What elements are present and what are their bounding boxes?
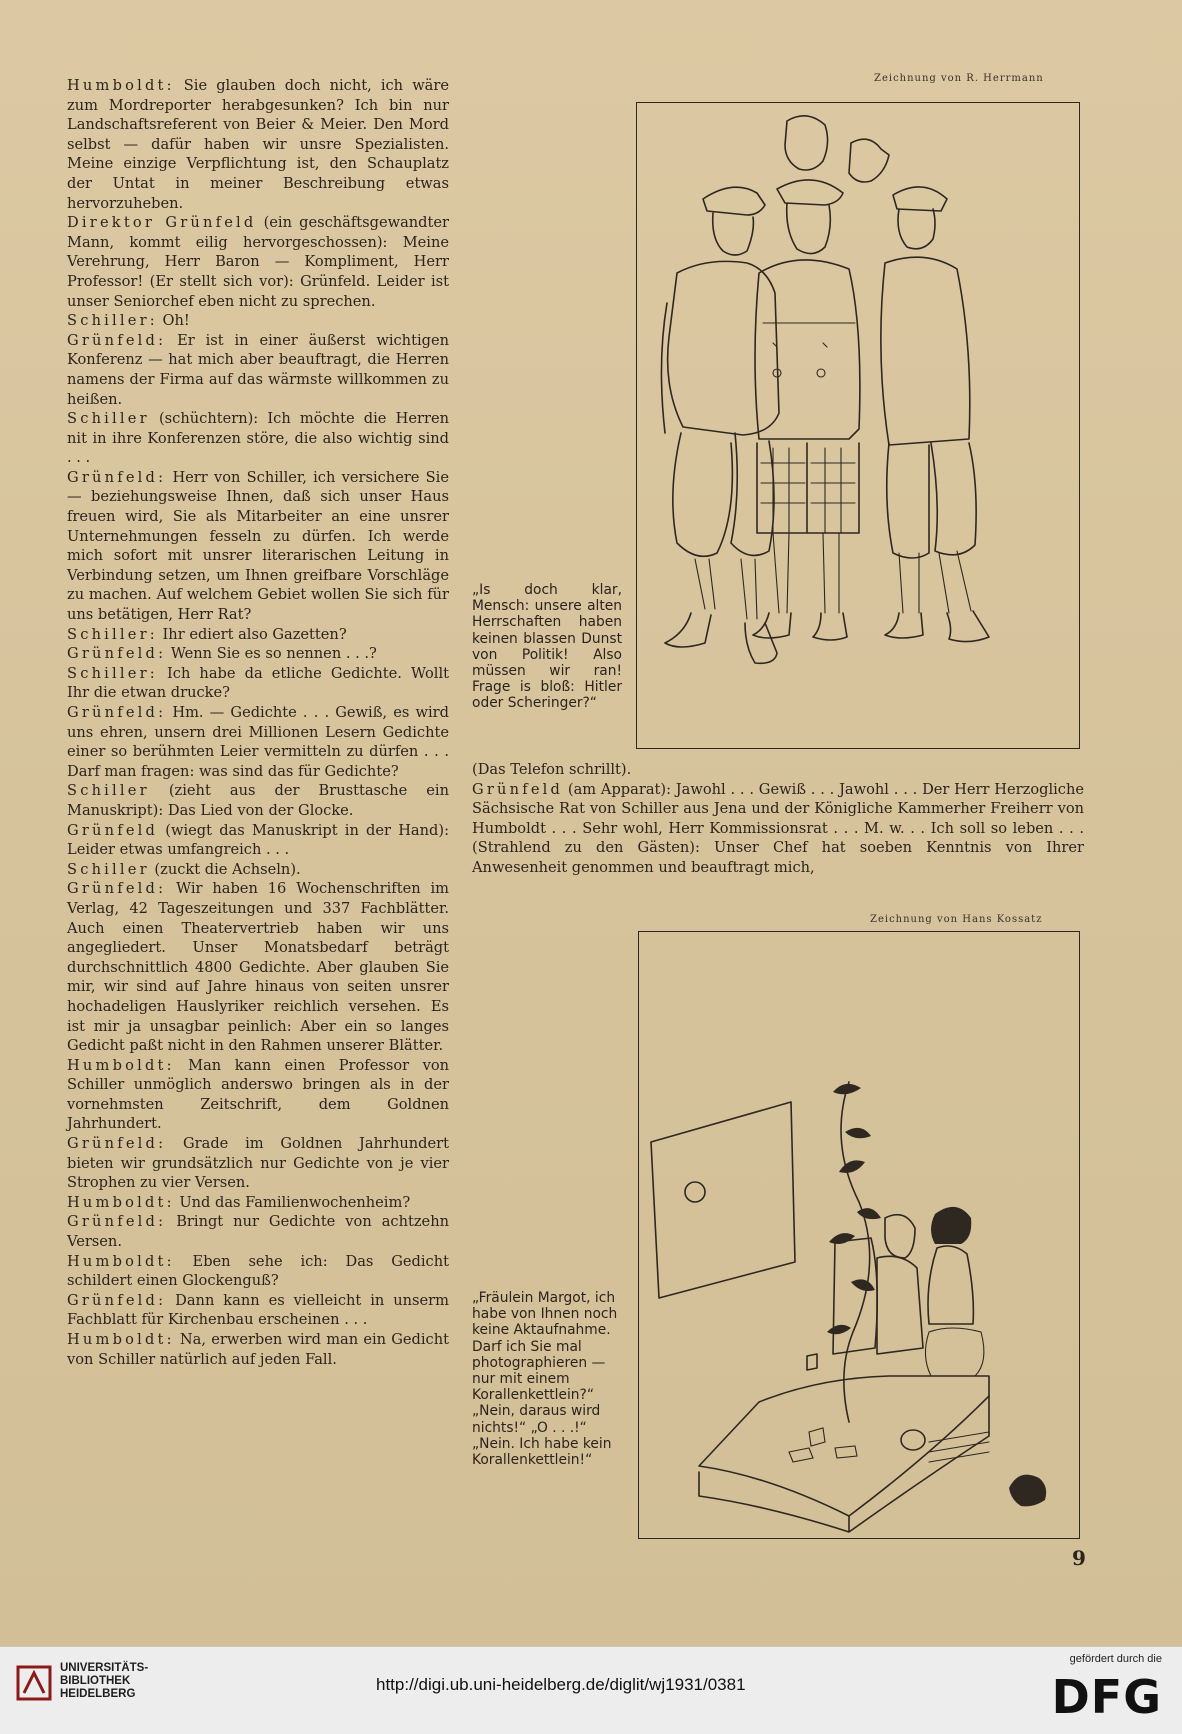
left-column-paragraph (67, 1291, 449, 1330)
speaker-name: Humboldt: (67, 1331, 175, 1348)
dialogue-text: Eben sehe ich: Das Gedicht schildert einen Glockenguß? (67, 1252, 449, 1290)
left-column-paragraph (67, 664, 449, 703)
left-column-paragraph (67, 311, 449, 331)
dialogue-text: Ich habe da etliche Gedichte. Wollt Ihr die etwan drucke? (67, 664, 449, 702)
left-column-paragraph (67, 1330, 449, 1369)
dialogue-text: Hm. — Gedichte . . . Gewiß, es wird uns ehren, unsern drei Millionen Lesern Gedichte einer so berühmten Leier vermitteln zu dürfen . . . Darf man fragen: was sind das für Gedichte? (67, 704, 449, 780)
dialogue-text: (zieht aus der Brusttasche ein Manuskript): Das Lied von der Glocke. (67, 782, 449, 819)
dialogue-text: Bringt nur Gedichte von achtzehn Versen. (67, 1213, 449, 1251)
dialogue-text: Wir haben 16 Wochenschriften im Verlag, 42 Tageszeitungen und 337 Fachblätter. Auch einen Theatervertrieb haben wir uns angegliedert. Unser Monatsbedarf beträgt durchschnittlich 4800 Gedichte. Aber glauben Sie mir, wir sind auf Jahre hinaus von seiten unsrer hochadeligen Hauslyriker reichlich versehen. Es ist mir ja unsagbar peinlich: Aber ein so langes Gedicht paßt nicht in den Rahmen unserer Blätter. (67, 880, 449, 1055)
left-column-paragraph (67, 703, 449, 781)
left-column-paragraph (67, 213, 449, 311)
left-column-paragraph (67, 409, 449, 468)
speaker-name: Humboldt: (67, 1056, 175, 1074)
speaker-name: Schiller (67, 860, 150, 878)
left-column-paragraph (67, 1193, 449, 1213)
footer-bar (0, 1646, 1182, 1734)
speaker-name: Grünfeld (67, 821, 159, 839)
speaker-name: Grünfeld: (67, 1291, 167, 1309)
dialogue-text: Ihr ediert also Gazetten? (157, 625, 347, 643)
speaker-name: Schiller: (67, 625, 158, 643)
dialogue-text: Wenn Sie es so nennen . . .? (166, 645, 377, 663)
speaker-name: Schiller: (67, 664, 158, 682)
speaker-name: Grünfeld: (67, 880, 167, 898)
dialogue-text: (am Apparat): Jawohl . . . Gewiß . . . Jawohl . . . Der Herr Herzogliche Sächsische Rat von Schiller aus Jena und der Königliche Kammerher Freiherr von Humboldt . . . Sehr wohl, Herr Kommissionsrat . . . M. w. . . Ich soll so leben . . . (Strahlend zu den Gästen): Unser Chef hat soeben Kenntnis von Ihrer Anwesenheit genommen und beauftragt mich, (472, 780, 1084, 876)
speaker-name: Schiller (67, 410, 150, 428)
dialogue-text: Na, erwerben wird man ein Gedicht von Schiller natürlich auf jeden Fall. (67, 1331, 449, 1368)
dialogue-text: Man kann einen Professor von Schiller unmöglich anderswo bringen als in der vornehmsten Zeitschrift, dem Goldnen Jahrhundert. (67, 1056, 449, 1133)
library-line-2: BIBLIOTHEK (60, 1675, 131, 1687)
dialogue-text: (schüchtern): Ich möchte die Herren nit in ihre Konferenzen störe, die also wichtig sind . . . (67, 410, 449, 467)
page-number: 9 (1072, 1546, 1086, 1570)
dfg-logo: DFG (1051, 1670, 1162, 1724)
left-column-paragraph (67, 1056, 449, 1134)
library-logo-icon (14, 1663, 54, 1703)
left-column-paragraph (67, 879, 449, 1055)
left-column-paragraph (67, 625, 449, 645)
illustration-top-caption: „Is doch klar, Mensch: unsere alten Herrschaften haben keinen blassen Dunst von Politik! Also müssen wir ran! Frage is bloß: Hitler oder Scheringer?“ (472, 582, 622, 712)
library-line-1: UNIVERSITÄTS- (60, 1662, 149, 1674)
left-column-paragraph (67, 860, 449, 880)
speaker-name: Direktor Grünfeld (67, 214, 257, 232)
dialogue-text: (Das Telefon schrillt). (472, 761, 632, 778)
right-column-paragraph (472, 780, 1084, 878)
dialogue-text: Oh! (157, 312, 190, 330)
dialogue-text: Und das Familienwochenheim? (174, 1193, 411, 1211)
right-column-paragraph (472, 760, 1084, 780)
illustration-top-frame (636, 102, 1080, 749)
left-column-paragraph (67, 821, 449, 860)
illustration-top-credit: Zeichnung von R. Herrmann (874, 73, 1044, 84)
left-column-paragraph (67, 468, 449, 625)
left-column-paragraph (67, 1252, 449, 1291)
left-column-paragraph (67, 1212, 449, 1251)
speaker-name: Grünfeld: (67, 1213, 167, 1231)
speaker-name: Schiller (67, 782, 150, 800)
dialogue-text: Er ist in einer äußerst wichtigen Konferenz — hat mich aber beauftragt, die Herren namens der Firma auf das wärmste willkommen zu heißen. (67, 331, 449, 408)
right-text-block (472, 760, 1084, 878)
illustration-bottom-frame (638, 931, 1080, 1539)
dialogue-text: Grade im Goldnen Jahrhundert bieten wir grundsätzlich nur Gedichte von je vier Strophen zu vier Versen. (67, 1135, 449, 1192)
funded-by-label: gefördert durch die (1069, 1653, 1162, 1665)
illustration-bottom-caption: „Fräulein Margot, ich habe von Ihnen noch keine Aktaufnahme. Darf ich Sie mal photographieren — nur mit einem Korallenkettlein?“ „Nein, daraus wird nichts!“ „O . . .!“ „Nein. Ich habe kein Korallenkettlein!“ (472, 1290, 618, 1469)
speaker-name: Grünfeld: (67, 468, 167, 486)
dialogue-text: Herr von Schiller, ich versichere Sie — beziehungsweise Ihnen, daß sich unser Haus freuen wird, Sie als Mitarbeiter an eine unsrer Unternehmungen fesseln zu dürfen. Ich werde mich sofort mit unsrer literarischen Leitung in Verbindung setzen, um Ihnen greifbare Vorschläge zu machen. Auf welchem Gebiet wollen Sie sich für uns betätigen, Herr Rat? (67, 468, 449, 624)
speaker-name: Humboldt: (67, 1193, 175, 1211)
left-column-paragraph (67, 644, 449, 664)
speaker-name: Grünfeld: (67, 704, 167, 721)
speaker-name: Grünfeld: (67, 1135, 167, 1153)
illustration-top-drawing (637, 103, 1079, 748)
dialogue-text: (ein geschäftsgewandter Mann, kommt eilig hervorgeschossen): Meine Verehrung, Herr Baron — Kompliment, Herr Professor! (Er stellt sich vor): Grünfeld. Leider ist unser Seniorchef eben nicht zu sprechen. (67, 214, 449, 310)
library-line-3: HEIDELBERG (60, 1688, 136, 1700)
left-column-paragraph (67, 331, 449, 409)
speaker-name: Grünfeld: (67, 645, 167, 663)
permalink-url[interactable]: http://digi.ub.uni-heidelberg.de/diglit/wj1931/0381 (376, 1675, 746, 1694)
dialogue-text: Dann kann es vielleicht in unserm Fachblatt für Kirchenbau erscheinen . . . (67, 1291, 449, 1329)
illustration-bottom-credit: Zeichnung von Hans Kossatz (870, 914, 1043, 925)
speaker-name: Grünfeld: (67, 331, 167, 349)
left-column-paragraph (67, 781, 449, 820)
left-text-column (67, 76, 449, 1369)
speaker-name: Humboldt: (67, 1252, 175, 1270)
dialogue-text: (zuckt die Achseln). (149, 860, 301, 878)
dialogue-text: (wiegt das Manuskript in der Hand): Leider etwas umfangreich . . . (67, 821, 449, 859)
dialogue-text: Sie glauben doch nicht, ich wäre zum Mordreporter herabgesunken? Ich bin nur Landschaftsreferent von Beier & Meier. Den Mord selbst — dafür haben wir unsre Spezialisten. Meine einzige Verpflichtung ist, den Schauplatz der Untat in meiner Beschreibung etwas hervorzuheben. (67, 77, 449, 212)
speaker-name: Humboldt: (67, 77, 175, 94)
left-column-paragraph (67, 1134, 449, 1193)
left-column-paragraph (67, 76, 449, 213)
speaker-name: Schiller: (67, 312, 158, 330)
library-name (60, 1662, 148, 1701)
illustration-bottom-drawing (639, 932, 1079, 1538)
speaker-name: Grünfeld (472, 780, 564, 798)
